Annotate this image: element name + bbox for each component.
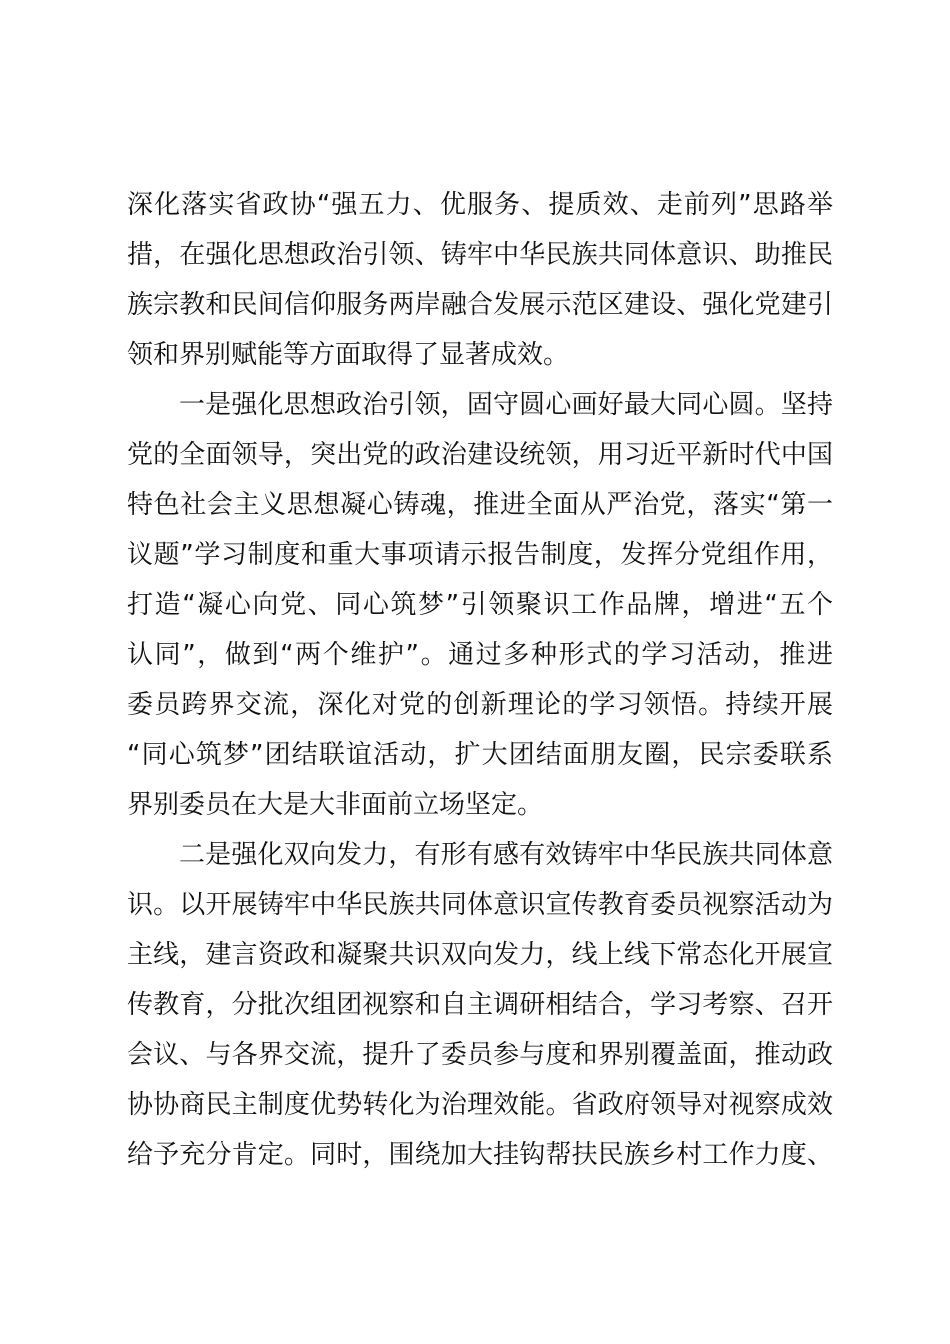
paragraph-two-way-effort [127,830,833,1180]
text-line: 议题”学习制度和重大事项请示报告制度，发挥分党组作用， [127,540,833,570]
text-line: 二是强化双向发力，有形有感有效铸牢中华民族共同体意 [179,840,833,870]
text-line: 特色社会主义思想凝心铸魂，推进全面从严治党，落实“第一 [127,490,833,520]
text-line: 界别委员在大是大非面前立场坚定。 [127,790,544,820]
text-line: 措，在强化思想政治引领、铸牢中华民族共同体意识、助推民 [127,240,833,270]
text-line: 给予充分肯定。同时，围绕加大挂钩帮扶民族乡村工作力度、 [127,1140,833,1170]
text-line: 认同”，做到“两个维护”。通过多种形式的学习活动，推进 [127,640,833,670]
text-line: 委员跨界交流，深化对党的创新理论的学习领悟。持续开展 [127,690,833,720]
document-body [127,180,833,1180]
text-line: 深化落实省政协“强五力、优服务、提质效、走前列”思路举 [127,190,833,220]
text-line: 打造“凝心向党、同心筑梦”引领聚识工作品牌，增进“五个 [127,590,833,620]
text-line: 族宗教和民间信仰服务两岸融合发展示范区建设、强化党建引 [127,290,833,320]
paragraph-intro [127,180,833,380]
text-line: 协协商民主制度优势转化为治理效能。省政府领导对视察成效 [127,1090,833,1120]
text-line: 党的全面领导，突出党的政治建设统领，用习近平新时代中国 [127,440,833,470]
text-line: 传教育，分批次组团视察和自主调研相结合，学习考察、召开 [127,990,833,1020]
text-line: 一是强化思想政治引领，固守圆心画好最大同心圆。坚持 [179,390,833,420]
paragraph-political-guidance [127,380,833,830]
text-line: 主线，建言资政和凝聚共识双向发力，线上线下常态化开展宣 [127,940,833,970]
text-line: 识。以开展铸牢中华民族共同体意识宣传教育委员视察活动为 [127,890,833,920]
text-line: 领和界别赋能等方面取得了显著成效。 [127,340,570,370]
text-line: “同心筑梦”团结联谊活动，扩大团结面朋友圈，民宗委联系 [127,740,833,770]
text-line: 会议、与各界交流，提升了委员参与度和界别覆盖面，推动政 [127,1040,833,1070]
